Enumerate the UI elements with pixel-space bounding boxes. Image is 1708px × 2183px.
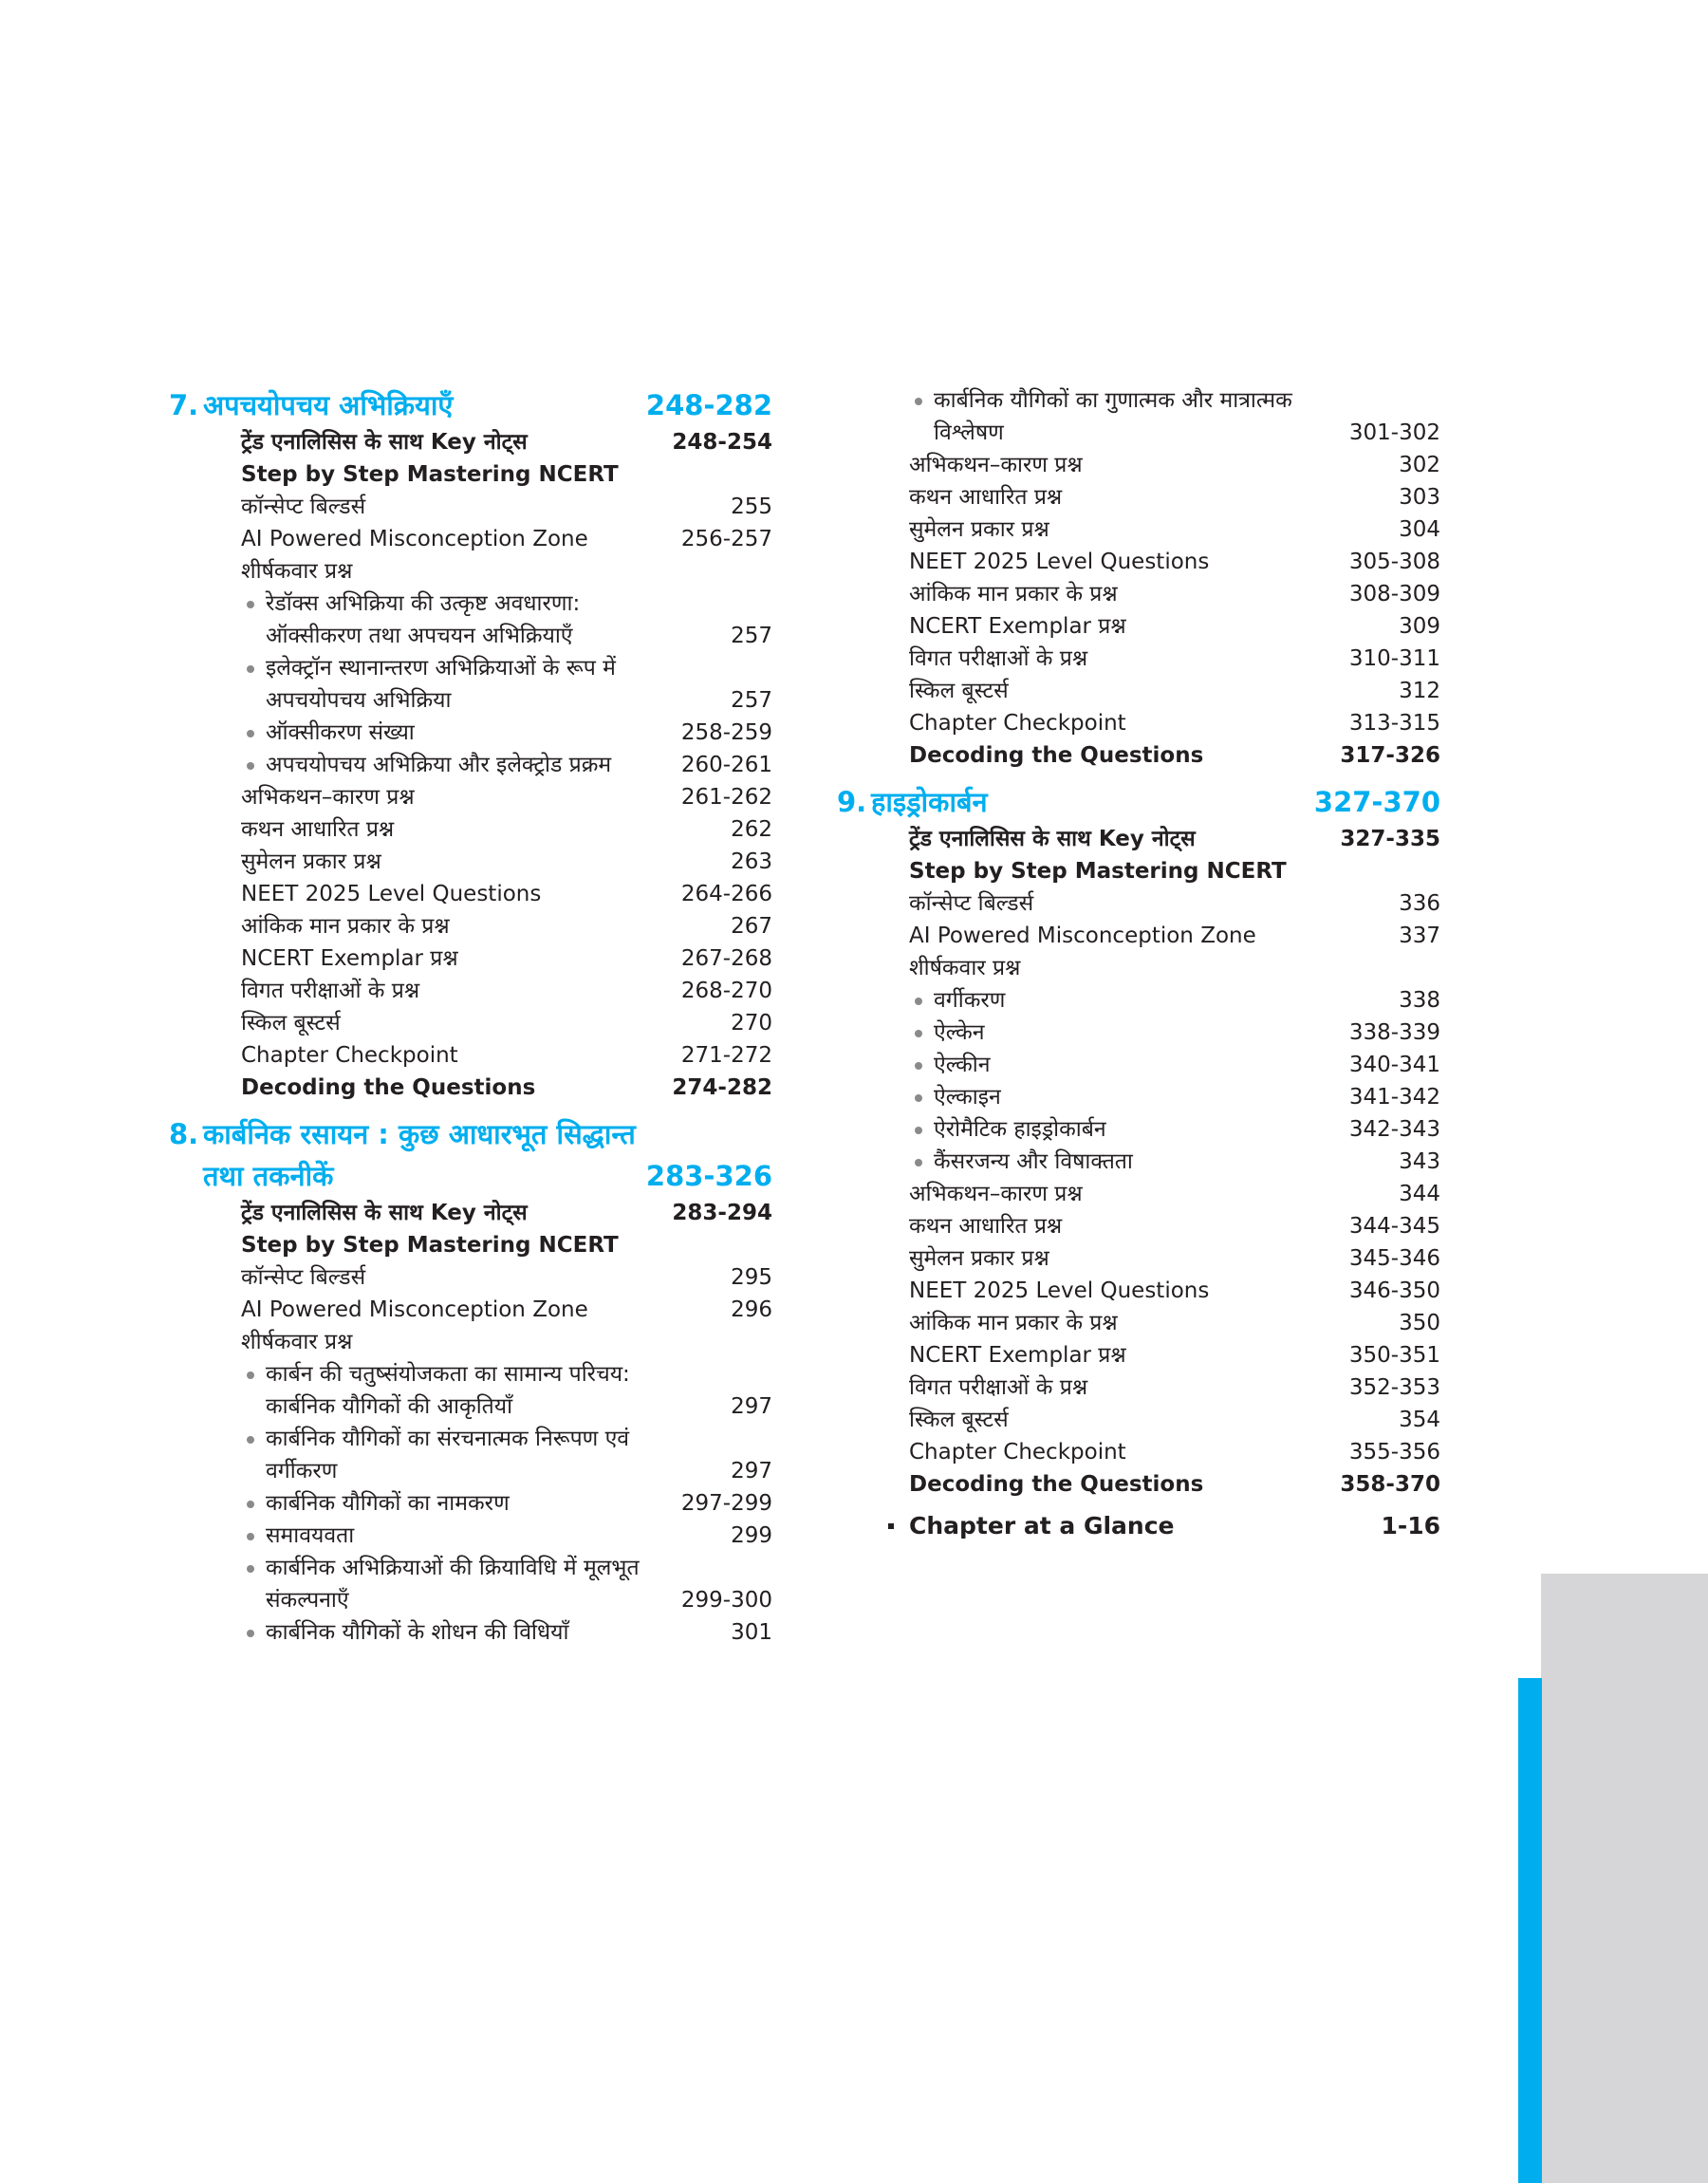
chapter-heading [169, 1113, 772, 1197]
toc-entry [871, 546, 1440, 578]
bullet-icon [915, 398, 922, 405]
entry-title: अभिकथन–कारण प्रश्न [909, 1182, 1083, 1206]
toc-entry [871, 1049, 1440, 1081]
toc-entry [203, 458, 772, 491]
entry-title: कार्बनिक अभिक्रियाओं की क्रियाविधि में मूलभूत संकल्पनाएँ [266, 1556, 640, 1613]
toc-entry [871, 855, 1440, 887]
page-range: 313-315 [1348, 711, 1440, 736]
page-range: 264-266 [680, 882, 772, 906]
page-range: 305-308 [1348, 550, 1440, 574]
toc-entry [203, 749, 772, 781]
entry-title: कॉन्सेप्ट बिल्डर्स [241, 1265, 366, 1290]
bullet-icon [915, 1030, 922, 1037]
toc-entry [871, 1178, 1440, 1210]
entry-title: ऐल्कीन [934, 1053, 991, 1077]
entry-title: NCERT Exemplar प्रश्न [241, 946, 458, 971]
entry-title: शीर्षकवार प्रश्न [241, 559, 353, 584]
entry-title: AI Powered Misconception Zone [909, 924, 1256, 948]
toc-entry [871, 449, 1440, 481]
bullet-icon [247, 730, 254, 737]
toc-entry [203, 1294, 772, 1326]
toc-entry [203, 1616, 772, 1649]
toc-entry [871, 1436, 1440, 1468]
toc-entry [203, 555, 772, 588]
entry-title: AI Powered Misconception Zone [241, 1297, 588, 1322]
page-range: 354 [1399, 1408, 1440, 1432]
entry-title: NCERT Exemplar प्रश्न [909, 614, 1126, 639]
entry-title: Decoding the Questions [241, 1075, 536, 1100]
page-range: 352-353 [1348, 1375, 1440, 1400]
entry-title: ऐल्काइन [934, 1085, 1001, 1110]
entry-title: सुमेलन प्रकार प्रश्न [909, 1246, 1049, 1271]
bullet-icon [247, 1630, 254, 1637]
entry-title: कार्बनिक यौगिकों का संरचनात्मक निरूपण एवं वर्गीकरण [266, 1427, 630, 1483]
entry-title: AI Powered Misconception Zone [241, 527, 588, 551]
entry-title: विगत परीक्षाओं के प्रश्न [241, 979, 420, 1003]
entry-title: कार्बनिक यौगिकों का नामकरण [266, 1491, 510, 1516]
toc-entry [871, 739, 1440, 772]
toc-entry [203, 1197, 772, 1229]
page-range: 341-342 [1348, 1085, 1440, 1110]
toc-entry [203, 781, 772, 813]
page-range: 327-335 [1340, 827, 1440, 851]
entry-title: शीर्षकवार प्रश्न [241, 1330, 353, 1354]
entry-title: रेडॉक्स अभिक्रिया की उत्कृष्ट अवधारणा: ऑक्सीकरण तथा अपचयन अभिक्रियाएँ [266, 591, 581, 648]
entry-title: शीर्षकवार प्रश्न [909, 956, 1021, 980]
page-range: 271-272 [680, 1043, 772, 1068]
page-range: 312 [1399, 679, 1440, 703]
bullet-icon [915, 998, 922, 1005]
entry-title: Chapter Checkpoint [909, 711, 1126, 736]
toc-entry [203, 910, 772, 942]
toc-entry [871, 920, 1440, 952]
entry-title: सुमेलन प्रकार प्रश्न [241, 849, 381, 874]
entry-title: कथन आधारित प्रश्न [241, 817, 395, 842]
entry-title: ट्रेंड एनालिसिस के साथ Key नोट्स [241, 430, 528, 455]
bullet-icon [247, 1371, 254, 1379]
toc-entry [871, 984, 1440, 1017]
page-range: 270 [731, 1011, 772, 1036]
page-range: 297 [731, 1394, 772, 1419]
page-range: 310-311 [1348, 646, 1440, 671]
toc-entry [203, 942, 772, 975]
entry-title: अपचयोपचय अभिक्रियाएँ [203, 389, 454, 421]
toc-entry [203, 1229, 772, 1261]
page-range: 297 [731, 1459, 772, 1483]
entry-title: स्किल बूस्टर्स [909, 1408, 1009, 1432]
toc-gap [203, 1104, 772, 1113]
page-range: 260-261 [680, 753, 772, 777]
toc-entry [871, 610, 1440, 643]
entry-title: स्किल बूस्टर्स [909, 679, 1009, 703]
chapter-heading [169, 384, 772, 426]
entry-title: ट्रेंड एनालिसिस के साथ Key नोट्स [241, 1201, 528, 1225]
entry-title: ऑक्सीकरण संख्या [266, 720, 415, 745]
side-tab-blue [1518, 1678, 1542, 2183]
bullet-icon [247, 1436, 254, 1444]
toc-entry [871, 707, 1440, 739]
toc-entry [203, 491, 772, 523]
bullet-icon [247, 665, 254, 673]
bullet-icon [915, 1159, 922, 1166]
entry-title: अभिकथन–कारण प्रश्न [241, 785, 415, 810]
entry-title: NEET 2025 Level Questions [241, 882, 542, 906]
page-range: 299-300 [680, 1588, 772, 1613]
bullet-icon [915, 1127, 922, 1134]
entry-title: विगत परीक्षाओं के प्रश्न [909, 646, 1088, 671]
toc-entry [871, 1113, 1440, 1146]
toc-entry [203, 652, 772, 717]
entry-title: Chapter at a Glance [909, 1512, 1175, 1539]
toc-entry [871, 1210, 1440, 1242]
page-range: 338 [1399, 988, 1440, 1013]
chapter-number: 8. [169, 1118, 199, 1150]
toc-entry [871, 1146, 1440, 1178]
page-range: 344 [1399, 1182, 1440, 1206]
page-range: 304 [1399, 517, 1440, 542]
toc-entry [203, 878, 772, 910]
toc-entry [203, 1487, 772, 1520]
bullet-icon [247, 1565, 254, 1573]
entry-title: Chapter Checkpoint [909, 1440, 1126, 1465]
toc-entry [871, 1404, 1440, 1436]
toc-entry [871, 513, 1440, 546]
toc-entry [203, 1072, 772, 1104]
entry-title: कार्बनिक यौगिकों के शोधन की विधियाँ [266, 1620, 569, 1645]
toc-entry [871, 1081, 1440, 1113]
entry-title: कैंसरजन्य और विषाक्तता [934, 1149, 1133, 1174]
entry-title: इलेक्ट्रॉन स्थानान्तरण अभिक्रियाओं के रूप में अपचयोपचय अभिक्रिया [266, 656, 616, 713]
page-range: 350-351 [1348, 1343, 1440, 1368]
toc-entry [871, 887, 1440, 920]
page-range: 337 [1399, 924, 1440, 948]
toc-entry [203, 1423, 772, 1487]
page-range: 301-302 [1348, 420, 1440, 445]
page-range: 308-309 [1348, 582, 1440, 606]
entry-title: कथन आधारित प्रश्न [909, 1214, 1063, 1239]
bullet-icon [247, 1501, 254, 1508]
entry-title: आंकिक मान प्रकार के प्रश्न [909, 582, 1118, 606]
chapter-at-a-glance-entry [871, 1510, 1440, 1542]
entry-title: ऐल्केन [934, 1020, 985, 1045]
chapter-number: 9. [837, 786, 867, 818]
page-range: 350 [1399, 1311, 1440, 1335]
bullet-icon [247, 1533, 254, 1540]
toc-entry [203, 588, 772, 652]
side-tab-gray [1541, 1574, 1708, 2183]
page-range: 358-370 [1340, 1472, 1440, 1497]
toc-entry [203, 1552, 772, 1616]
toc-entry [871, 1339, 1440, 1371]
entry-title: ट्रेंड एनालिसिस के साथ Key नोट्स [909, 827, 1196, 851]
entry-title: NEET 2025 Level Questions [909, 550, 1210, 574]
entry-title: कॉन्सेप्ट बिल्डर्स [909, 891, 1034, 916]
toc-entry [871, 675, 1440, 707]
entry-title: Step by Step Mastering NCERT [909, 859, 1287, 884]
toc-gap [871, 772, 1440, 781]
entry-title: Decoding the Questions [909, 743, 1204, 768]
bullet-icon [915, 1094, 922, 1102]
toc-entry [203, 426, 772, 458]
entry-title: Step by Step Mastering NCERT [241, 462, 619, 487]
page-range: 261-262 [680, 785, 772, 810]
toc-entry [203, 1039, 772, 1072]
toc-entry [871, 1275, 1440, 1307]
toc-entry [203, 717, 772, 749]
page-range: 301 [731, 1620, 772, 1645]
page-range: 283-326 [645, 1160, 772, 1192]
entry-title: कार्बन की चतुष्संयोजकता का सामान्य परिचय: कार्बनिक यौगिकों की आकृतियाँ [266, 1362, 630, 1419]
entry-title: Chapter Checkpoint [241, 1043, 458, 1068]
toc-entry [203, 523, 772, 555]
page-range: 346-350 [1348, 1278, 1440, 1303]
page-range: 336 [1399, 891, 1440, 916]
page-range: 262 [731, 817, 772, 842]
entry-title: आंकिक मान प्रकार के प्रश्न [241, 914, 450, 939]
page-range: 299 [731, 1523, 772, 1548]
page-range: 256-257 [680, 527, 772, 551]
entry-title: Step by Step Mastering NCERT [241, 1233, 619, 1258]
toc-entry [871, 1371, 1440, 1404]
page-range: 257 [731, 624, 772, 648]
toc-entry [203, 1326, 772, 1358]
entry-title: अभिकथन–कारण प्रश्न [909, 453, 1083, 477]
toc-entry [203, 846, 772, 878]
entry-title: कथन आधारित प्रश्न [909, 485, 1063, 510]
square-bullet-icon [888, 1523, 894, 1529]
entry-title: वर्गीकरण [934, 988, 1006, 1013]
toc-entry [203, 1520, 772, 1552]
page-range: 355-356 [1348, 1440, 1440, 1465]
toc-entry [203, 1007, 772, 1039]
page-range: 1-16 [1381, 1512, 1440, 1539]
page-range: 267-268 [680, 946, 772, 971]
toc-entry [871, 643, 1440, 675]
entry-title: समावयवता [266, 1523, 355, 1548]
page-range: 317-326 [1340, 743, 1440, 768]
entry-title: कॉन्सेप्ट बिल्डर्स [241, 494, 366, 519]
page-range: 309 [1399, 614, 1440, 639]
page-range: 257 [731, 688, 772, 713]
page-range: 327-370 [1313, 786, 1440, 818]
page-range: 263 [731, 849, 772, 874]
page-range: 297-299 [680, 1491, 772, 1516]
page-range: 296 [731, 1297, 772, 1322]
bullet-icon [915, 1062, 922, 1070]
chapter-heading [837, 781, 1440, 823]
toc-entry [871, 952, 1440, 984]
page-range: 342-343 [1348, 1117, 1440, 1142]
page-range: 248-254 [672, 430, 772, 455]
page-range: 340-341 [1348, 1053, 1440, 1077]
entry-title: Decoding the Questions [909, 1472, 1204, 1497]
toc-entry [203, 1261, 772, 1294]
toc-right-column [837, 384, 1440, 1542]
page-range: 274-282 [672, 1075, 772, 1100]
toc-entry [871, 578, 1440, 610]
toc-entry [203, 813, 772, 846]
page-range: 248-282 [645, 389, 772, 421]
bullet-icon [247, 762, 254, 770]
page-range: 295 [731, 1265, 772, 1290]
toc-entry [871, 384, 1440, 449]
entry-title: NCERT Exemplar प्रश्न [909, 1343, 1126, 1368]
entry-title: अपचयोपचय अभिक्रिया और इलेक्ट्रोड प्रक्रम [266, 753, 612, 777]
page-range: 283-294 [672, 1201, 772, 1225]
bullet-icon [247, 601, 254, 608]
entry-title: कार्बनिक रसायन : कुछ आधारभूत सिद्धान्त तथा तकनीकें [203, 1118, 636, 1192]
toc-left-column [169, 384, 772, 1649]
entry-title: आंकिक मान प्रकार के प्रश्न [909, 1311, 1118, 1335]
page-range: 345-346 [1348, 1246, 1440, 1271]
toc-entry [871, 1468, 1440, 1501]
toc-entry [203, 975, 772, 1007]
toc-entry [871, 1017, 1440, 1049]
toc-entry [203, 1358, 772, 1423]
page-range: 344-345 [1348, 1214, 1440, 1239]
page-range: 343 [1399, 1149, 1440, 1174]
entry-title: विगत परीक्षाओं के प्रश्न [909, 1375, 1088, 1400]
entry-title: ऐरोमैटिक हाइड्रोकार्बन [934, 1117, 1106, 1142]
page-range: 268-270 [680, 979, 772, 1003]
entry-title: कार्बनिक यौगिकों का गुणात्मक और मात्रात्मक विश्लेषण [934, 388, 1292, 445]
toc-entry [871, 1242, 1440, 1275]
toc-entry [871, 481, 1440, 513]
page-range: 267 [731, 914, 772, 939]
toc-entry [871, 823, 1440, 855]
page-range: 338-339 [1348, 1020, 1440, 1045]
toc-entry [871, 1307, 1440, 1339]
chapter-number: 7. [169, 389, 199, 421]
toc-gap [871, 1501, 1440, 1510]
entry-title: NEET 2025 Level Questions [909, 1278, 1210, 1303]
entry-title: हाइड्रोकार्बन [871, 786, 988, 818]
page-range: 303 [1399, 485, 1440, 510]
page-range: 255 [731, 494, 772, 519]
page-range: 302 [1399, 453, 1440, 477]
entry-title: स्किल बूस्टर्स [241, 1011, 341, 1036]
entry-title: सुमेलन प्रकार प्रश्न [909, 517, 1049, 542]
page-range: 258-259 [680, 720, 772, 745]
